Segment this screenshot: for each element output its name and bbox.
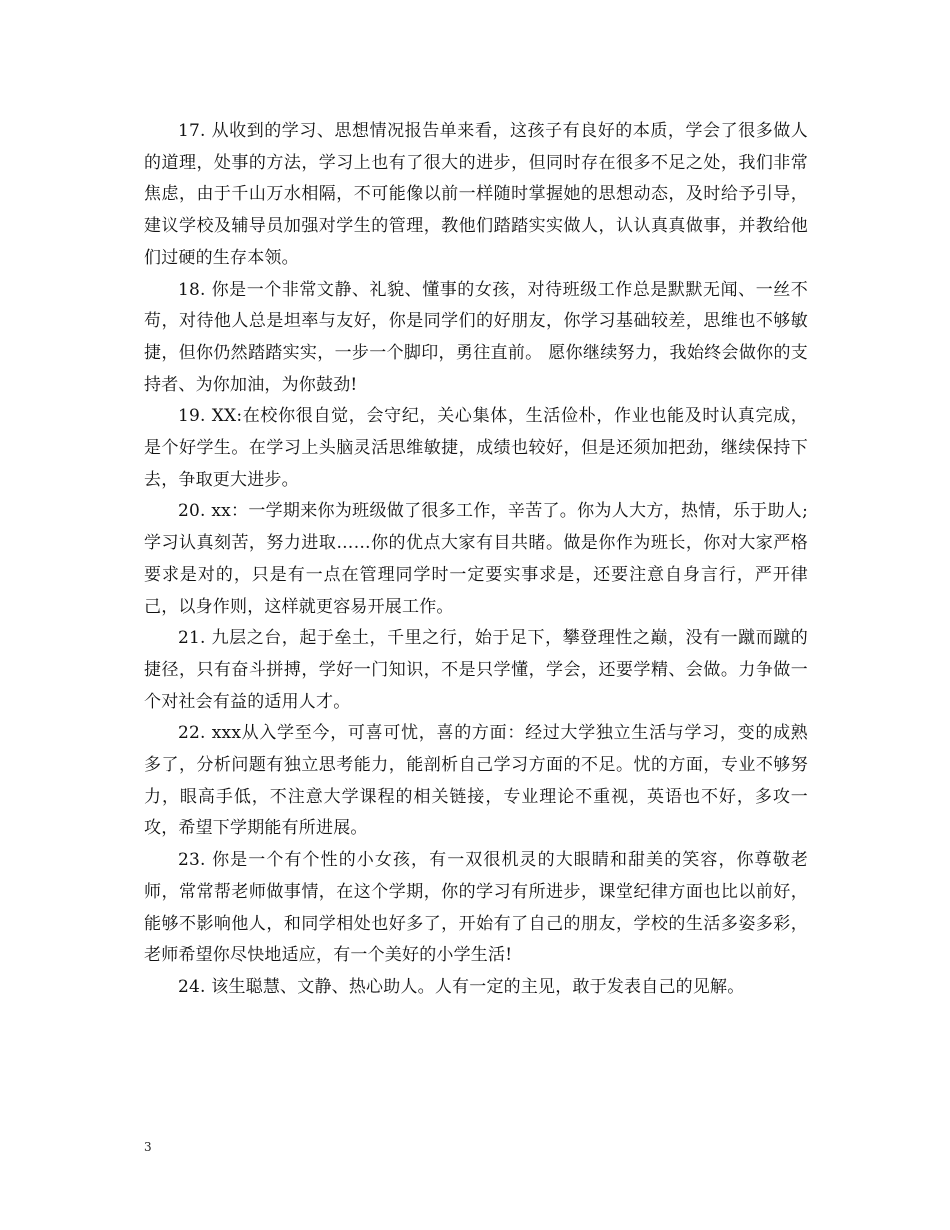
comment-paragraph-18: 18. 你是一个非常文静、礼貌、懂事的女孩，对待班级工作总是默默无闻、一丝不苟，对待他人总是坦率与友好，你是同学们的好朋友，你学习基础较差，思维也不够敏捷，但你仍然踏踏实实，一步一个脚印，勇往直前。 愿你继续努力，我始终会做你的支持者、为你加油，为你鼓劲! [144,279,808,395]
page-number: 3 [144,1140,152,1154]
comment-paragraph-19: 19. XX:在校你很自觉，会守纪，关心集体，生活俭朴，作业也能及时认真完成，是个好学生。在学习上头脑灵活思维敏捷，成绩也较好，但是还须加把劲，继续保持下去，争取更大进步。 [144,406,808,490]
document-body [144,116,808,1004]
comment-paragraph-24: 24. 该生聪慧、文静、热心助人。人有一定的主见，敢于发表自己的见解。 [178,976,745,997]
comment-paragraph-21: 21. 九层之台，起于垒土，千里之行，始于足下，攀登理性之巅，没有一蹴而蹴的捷径，只有奋斗拼搏，学好一门知识，不是只学懂，学会，还要学精、会做。力争做一个对社会有益的适用人才。 [144,628,808,712]
comment-paragraph-20: 20. xx：一学期来你为班级做了很多工作，辛苦了。你为人大方，热情，乐于助人;学习认真刻苦，努力进取……你的优点大家有目共睹。做是你作为班长，你对大家严格要求是对的，只是有一点在管理同学时一定要实事求是，还要注意自身言行，严开律己，以身作则，这样就更容易开展工作。 [144,501,808,617]
comment-paragraph-22: 22. xxx从入学至今，可喜可忧，喜的方面：经过大学独立生活与学习，变的成熟多了，分析问题有独立思考能力，能剖析自己学习方面的不足。忧的方面，专业不够努力，眼高手低，不注意大学课程的相关链接，专业理论不重视，英语也不好，多攻一攻，希望下学期能有所进展。 [144,723,808,839]
comment-paragraph-23: 23. 你是一个有个性的小女孩，有一双很机灵的大眼睛和甜美的笑容，你尊敬老师，常常帮老师做事情，在这个学期，你的学习有所进步，课堂纪律方面也比以前好，能够不影响他人，和同学相处也好多了，开始有了自己的朋友，学校的生活多姿多彩，老师希望你尽快地适应，有一个美好的小学生活! [144,850,808,966]
comment-paragraph-17: 17. 从收到的学习、思想情况报告单来看，这孩子有良好的本质，学会了很多做人的道理，处事的方法，学习上也有了很大的进步，但同时存在很多不足之处，我们非常焦虑，由于千山万水相隔，不可能像以前一样随时掌握她的思想动态，及时给予引导，建议学校及辅导员加强对学生的管理，教他们踏踏实实做人，认认真真做事，并教给他们过硬的生存本领。 [144,121,808,268]
